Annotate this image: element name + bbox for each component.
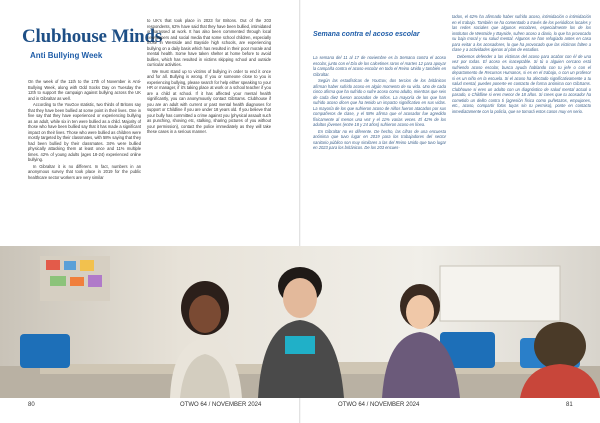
article-title: Clubhouse Minds [22, 26, 163, 47]
page-number-left: 80 [28, 402, 35, 408]
paragraph: En Gibraltar no es diferente. De hecho, las cifras de una encuesta anónima que tuvo lugar en 2019 para los trabajadores del sector sanitario público son muy similares a las del Reino Unido que tuvo lugar en 2023 para los británicos. De los 203 encues- [313, 128, 446, 150]
paragraph: We must stand up to victims of bullying in order to end it once and for all. Bullying is wrong. If you or someone close to you is experiencing bullying, please search for help either speaking to your HR or manager, if it's taking place at work or a school teacher if you are a child at school. If it has affected your mental health significantly, you can anonymously contact GibSams. Clubhouse if you are an adult with current or past mental health diagnoses for support or Childline if you are under 18 years old. If you believe that your bully has committed a crime against you (physical assault such as punching, shoving etc, stalking, sharing pictures of you without your permission), contact the police immediately as they will take these cases in a serious manner. [147, 68, 271, 134]
english-column-2 [147, 18, 271, 136]
page-number-right: 81 [566, 402, 573, 408]
english-column-1 [28, 79, 141, 181]
publication-footer-right: OTWO 64 / NOVEMBER 2024 [338, 402, 420, 408]
paragraph: On the week of the 11th to the 17th of November is Anti-Bullying Week, along with Odd Socks Day on Tuesday the 12th to support the campaign against bullying across the UK and in Gibraltar as well. [28, 79, 141, 101]
paragraph: Según las estadísticas de YouGov, dos tercios de los británicos afirman haber sufrido acoso en algún momento de su vida. Uno de cada cinco afirma que ha sufrido o sufre acoso como adulto, mientras que seis de cada diez fueron acosados de niños. La mayoría de los que han sufrido acoso dicen que ha tenido un impacto significativo en sus vidas. La mayoría de los que sufrieron acoso de niños fueron atacados por sus compañeros de clase, y el 58% afirma que el acosador fue agredido físicamente al menos una vez y el 11% varias veces. El 42% de los adultos jóvenes (entre 18 y 24 años) sufrieron acoso en línea. [313, 78, 446, 127]
paragraph: La semana del 11 al 17 de noviembre es la Semana contra el acoso escolar, junto con el Día de los calcetines raros el martes 12 para apoyar la campaña contra el acoso escolar en todo el Reino Unido y también en Gibraltar. [313, 55, 446, 77]
publication-footer-left: OTWO 64 / NOVEMBER 2024 [180, 402, 262, 408]
spanish-column-2 [452, 14, 591, 115]
paragraph: tados, el 62% ha afirmado haber sufrido acoso, intimidación o intimidación en el trabajo. También se ha comentado a través de los periódicos locales y las redes sociales que algunos escolares, especialmente los de los institutos de Westside y Bayside, sufren acoso a diario, lo que ha provocado su baja moral y su salud mental. Algunos se han refugiado antes en casa para evitar a los acosadores, lo que ha provocado que las víctimas falten a clase y a actividades ajenas al plan de estudios. [452, 14, 591, 52]
paragraph: According to the YouGov statistic, two thirds of Britons say that they have been bullied at some point in their lives. One in five say that they have experienced or experiencing bullying as an adult, while six in ten were bullied as a child. Majority of those who have been bullied say that it has made a significant impact on their lives. Those who were bullied as children were mostly targeted by their classmates, with 58% saying that they had been bullied by their classmates. 34% were bullied physically attacking them at least once and 11% multiple times. 42% of young adults (ages 18-24) experienced online bullying. [28, 102, 141, 162]
spanish-column-1 [313, 55, 446, 152]
paragraph: to UK's that took place in 2023 for Britons. Out of the 203 respondents, 62% have said that they have been bullied, intimidated or harassed at work. It has also been commented through local newspapers and social media that some school children, especially those in Westside and Bayside high schools, are experiencing bullying on a daily basis which has resulted in their poor morale and mental health. Some have taken shelter at home before to avoid bullies, which has resulted in victims skipping school and outside curricular activities. [147, 18, 271, 67]
paragraph: In Gibraltar it is no different. In fact, numbers in an anonymous survey that took place in 2019 for the public healthcare sector workers are very similar [28, 163, 141, 180]
spanish-title: Semana contra el acoso escolar [313, 31, 420, 38]
classroom-photo [0, 246, 600, 398]
article-subtitle: Anti Bullying Week [30, 51, 103, 60]
paragraph: Debemos defender a las víctimas del acoso para acabar con él de una vez por todas. El acoso es inaceptable. Si tú o alguien cercano está sufriendo acoso escolar, busca ayuda hablando con tu jefe o con el departamento de Recursos Humanos, si es en el trabajo, o con un profesor si es un niño en la escuela. Si el acoso ha afectado significativamente a tu salud mental, puedes ponerte en contacto de forma anónima con GibSams. Clubhouse si eres un adulto con un diagnóstico de salud mental actual o pasado, o Childline si eres menor de 18 años. Si crees que tu acosador ha cometido un delito contra ti (agresión física como puñetazos, empujones, etc., acoso, compartir fotos tuyas sin tu permiso), ponte en contacto inmediatamente con la policía, que se tomará estos casos muy en serio. [452, 53, 591, 114]
classroom-illustration [0, 246, 600, 398]
